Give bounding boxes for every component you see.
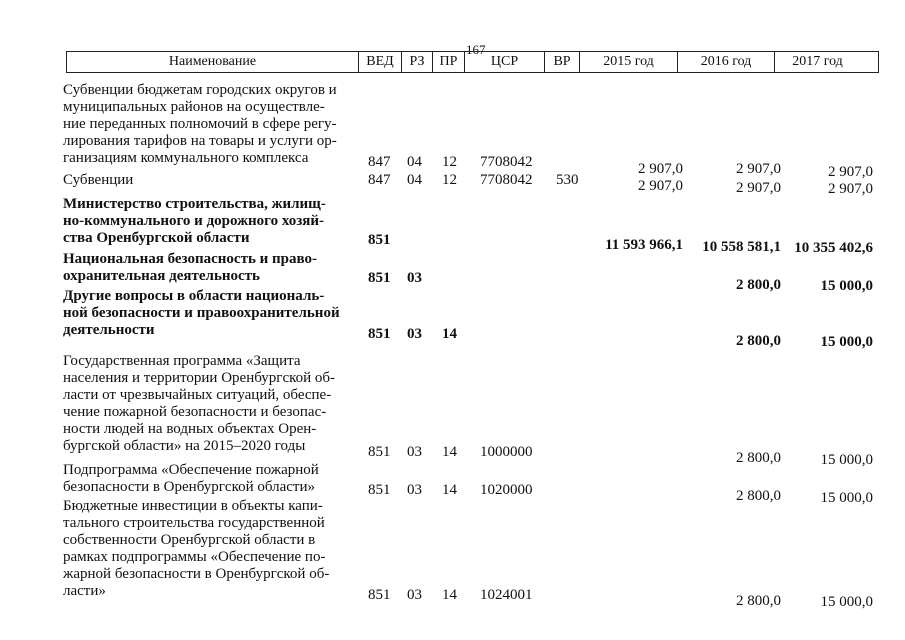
header-2015: 2015 год xyxy=(580,52,678,72)
row-rz: 03 xyxy=(407,326,422,342)
header-2017: 2017 год xyxy=(792,54,843,69)
row-name: Подпрограмма «Обеспечение пожарной безопасности в Оренбургской области» xyxy=(63,462,319,495)
row-rz: 03 xyxy=(407,270,422,286)
row-name: Субвенции xyxy=(63,172,134,188)
row-2017: 10 355 402,6 xyxy=(794,240,873,256)
row-2016: 10 558 581,1 xyxy=(702,239,781,255)
row-csr: 7708042 xyxy=(480,172,533,188)
row-csr: 7708042 xyxy=(480,154,533,170)
row-ved: 847 xyxy=(368,154,391,170)
header-2016: 2016 год xyxy=(678,52,775,72)
row-2017: 15 000,0 xyxy=(820,490,873,506)
header-pr: ПР xyxy=(433,52,465,72)
row-2016: 2 907,0 xyxy=(736,161,781,177)
row-2016: 2 800,0 xyxy=(736,333,781,349)
row-rz: 04 xyxy=(407,172,422,188)
row-2016: 2 800,0 xyxy=(736,488,781,504)
row-ved: 851 xyxy=(368,326,391,342)
page-number: 167 xyxy=(466,42,486,57)
row-name: Министерство строительства, жилищ- но-коммунального и дорожного хозяй- ства Оренбургской области xyxy=(63,196,326,246)
row-name: Государственная программа «Защита населения и территории Оренбургской об- ласти от чрезвычайных ситуаций, обеспе- чение пожарной безопасности и безопас- ности людей на водных объектах Орен- бургской области» на 2015–2020 годы xyxy=(63,353,336,454)
row-pr: 14 xyxy=(442,444,457,460)
row-2017: 2 907,0 xyxy=(828,181,873,197)
row-name: Бюджетные инвестиции в объекты капи- тального строительства государственной собственности Оренбургской области в рамках подпрограммы «Обеспечение по- жарной безопасности в Оренбургской об- ласти» xyxy=(63,498,330,599)
row-ved: 851 xyxy=(368,587,391,603)
row-pr: 14 xyxy=(442,326,457,342)
row-name: Национальная безопасность и право- охранительная деятельность xyxy=(63,251,318,284)
row-pr: 12 xyxy=(442,172,457,188)
row-2016: 2 800,0 xyxy=(736,277,781,293)
row-csr: 1024001 xyxy=(480,587,533,603)
row-ved: 851 xyxy=(368,232,391,248)
row-ved: 847 xyxy=(368,172,391,188)
row-csr: 1000000 xyxy=(480,444,533,460)
row-2017: 15 000,0 xyxy=(820,594,873,610)
row-2017: 15 000,0 xyxy=(820,334,873,350)
row-rz: 04 xyxy=(407,154,422,170)
row-ved: 851 xyxy=(368,444,391,460)
row-csr: 1020000 xyxy=(480,482,533,498)
row-2016: 2 800,0 xyxy=(736,450,781,466)
row-2017: 15 000,0 xyxy=(820,278,873,294)
row-pr: 12 xyxy=(442,154,457,170)
row-pr: 14 xyxy=(442,587,457,603)
row-2017: 15 000,0 xyxy=(820,452,873,468)
row-2015: 11 593 966,1 xyxy=(605,237,683,253)
row-2016: 2 907,0 xyxy=(736,180,781,196)
row-pr: 14 xyxy=(442,482,457,498)
header-vr: ВР xyxy=(545,52,580,72)
row-rz: 03 xyxy=(407,587,422,603)
row-rz: 03 xyxy=(407,482,422,498)
row-vr: 530 xyxy=(556,172,579,188)
header-csr: ЦСР xyxy=(465,52,545,72)
row-rz: 03 xyxy=(407,444,422,460)
header-rz: РЗ xyxy=(402,52,433,72)
row-name: Другие вопросы в области националь- ной безопасности и правоохранительной деятельности xyxy=(63,288,340,338)
row-2017: 2 907,0 xyxy=(828,164,873,180)
row-2015: 2 907,0 xyxy=(638,161,683,177)
row-ved: 851 xyxy=(368,482,391,498)
header-name: Наименование xyxy=(67,52,359,72)
header-ved: ВЕД xyxy=(359,52,402,72)
row-2016: 2 800,0 xyxy=(736,593,781,609)
row-name: Субвенции бюджетам городских округов и муниципальных районов на осуществле- ние переданных полномочий в сфере регу- лирования тарифов на товары и услуги ор- ганизациям коммунального комплекса xyxy=(63,82,337,166)
row-ved: 851 xyxy=(368,270,391,286)
row-2015: 2 907,0 xyxy=(638,178,683,194)
